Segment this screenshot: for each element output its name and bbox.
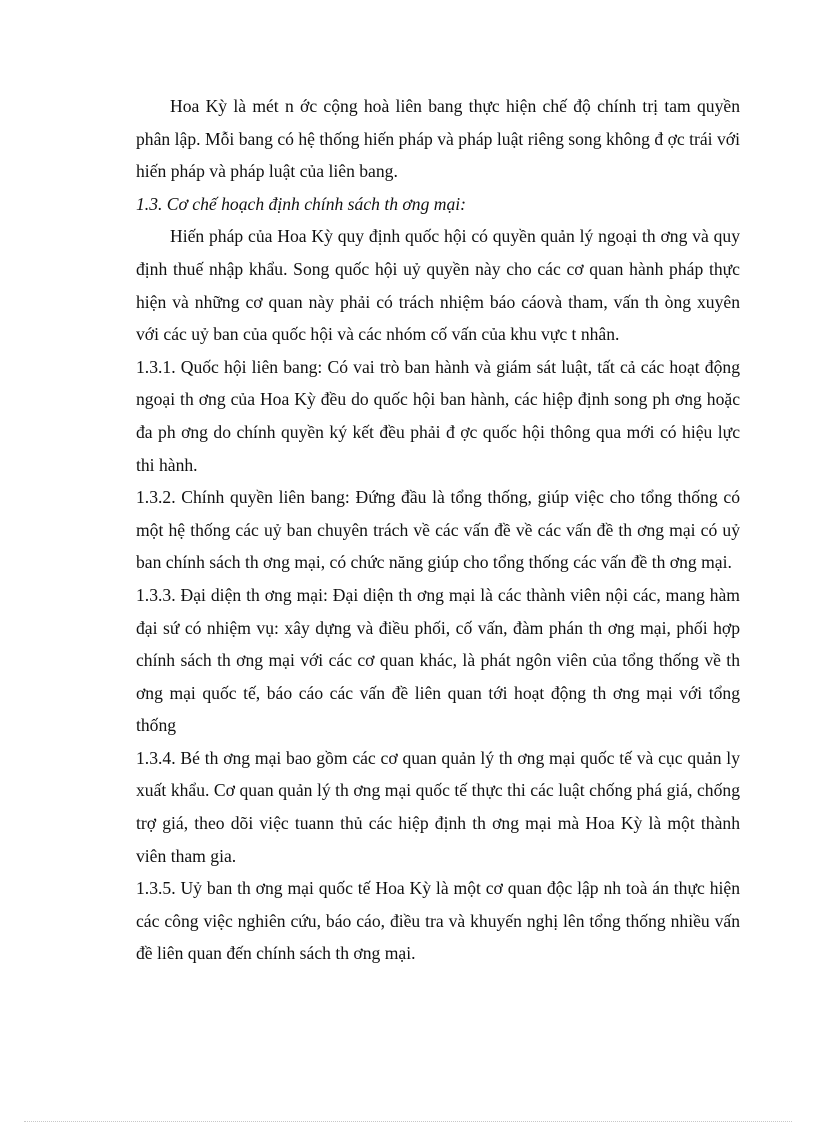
paragraph-1-3-1: 1.3.1. Quốc hội liên bang: Có vai trò ban hành và giám sát luật, tất cả các hoạt động ngoại th ơng của Hoa Kỳ đều do quốc hội ban hành, các hiệp định song ph ơng hoặc đa ph ơng do chính quyền ký kết đều phải đ ợc quốc hội thông qua mới có hiệu lực thi hành.: [136, 356, 740, 475]
document-page: [136, 90, 740, 970]
paragraph-1-3-2: 1.3.2. Chính quyền liên bang: Đứng đầu là tổng thống, giúp việc cho tổng thống có một hệ thống các uỷ ban chuyên trách về các vấn đề về các vấn đề th ơng mại có uỷ ban chính sách th ơng mại, có chức năng giúp cho tổng thống các vấn đề th ơng mại.: [136, 487, 740, 573]
paragraph-constitution: Hiến pháp của Hoa Kỳ quy định quốc hội có quyền quản lý ngoại th ơng và quy định thuế nhập khẩu. Song quốc hội uỷ quyền này cho các cơ quan hành pháp thực hiện và những cơ quan này phải có trách nhiệm báo cáovà tham, vấn th òng xuyên với các uỷ ban của quốc hội và các nhóm cố vấn của khu vực t nhân.: [136, 226, 740, 345]
paragraph-1-3-5: 1.3.5. Uỷ ban th ơng mại quốc tế Hoa Kỳ là một cơ quan độc lập nh toà án thực hiện các công việc nghiên cứu, báo cáo, điều tra và khuyến nghị lên tổng thống nhiều vấn đề liên quan đến chính sách th ơng mại.: [136, 878, 740, 964]
paragraph-intro: Hoa Kỳ là mét n ớc cộng hoà liên bang thực hiện chế độ chính trị tam quyền phân lập. Mỗi bang có hệ thống hiến pháp và pháp luật riêng song không đ ợc trái với hiến pháp và pháp luật của liên bang.: [136, 96, 740, 182]
paragraph-1-3-3: 1.3.3. Đại diện th ơng mại: Đại diện th ơng mại là các thành viên nội các, mang hàm đại sứ có nhiệm vụ: xây dựng và điều phối, cố vấn, đàm phán th ơng mại, phối hợp chính sách th ơng mại với các cơ quan khác, là phát ngôn viên của tổng thống về th ơng mại quốc tế, báo cáo các vấn đề liên quan tới hoạt động th ơng mại với tổng thống: [136, 584, 740, 736]
section-heading-1-3: 1.3. Cơ chế hoạch định chính sách th ơng mại:: [136, 193, 467, 214]
paragraph-1-3-4: 1.3.4. Bé th ơng mại bao gồm các cơ quan quản lý th ơng mại quốc tế và cục quản ly xuất khẩu. Cơ quan quản lý th ơng mại quốc tế thực thi các luật chống phá giá, chống trợ giá, theo dõi việc tuann thủ các hiệp định th ơng mại mà Hoa Kỳ là một thành viên tham gia.: [136, 747, 740, 866]
page-bottom-divider: [24, 1121, 792, 1122]
